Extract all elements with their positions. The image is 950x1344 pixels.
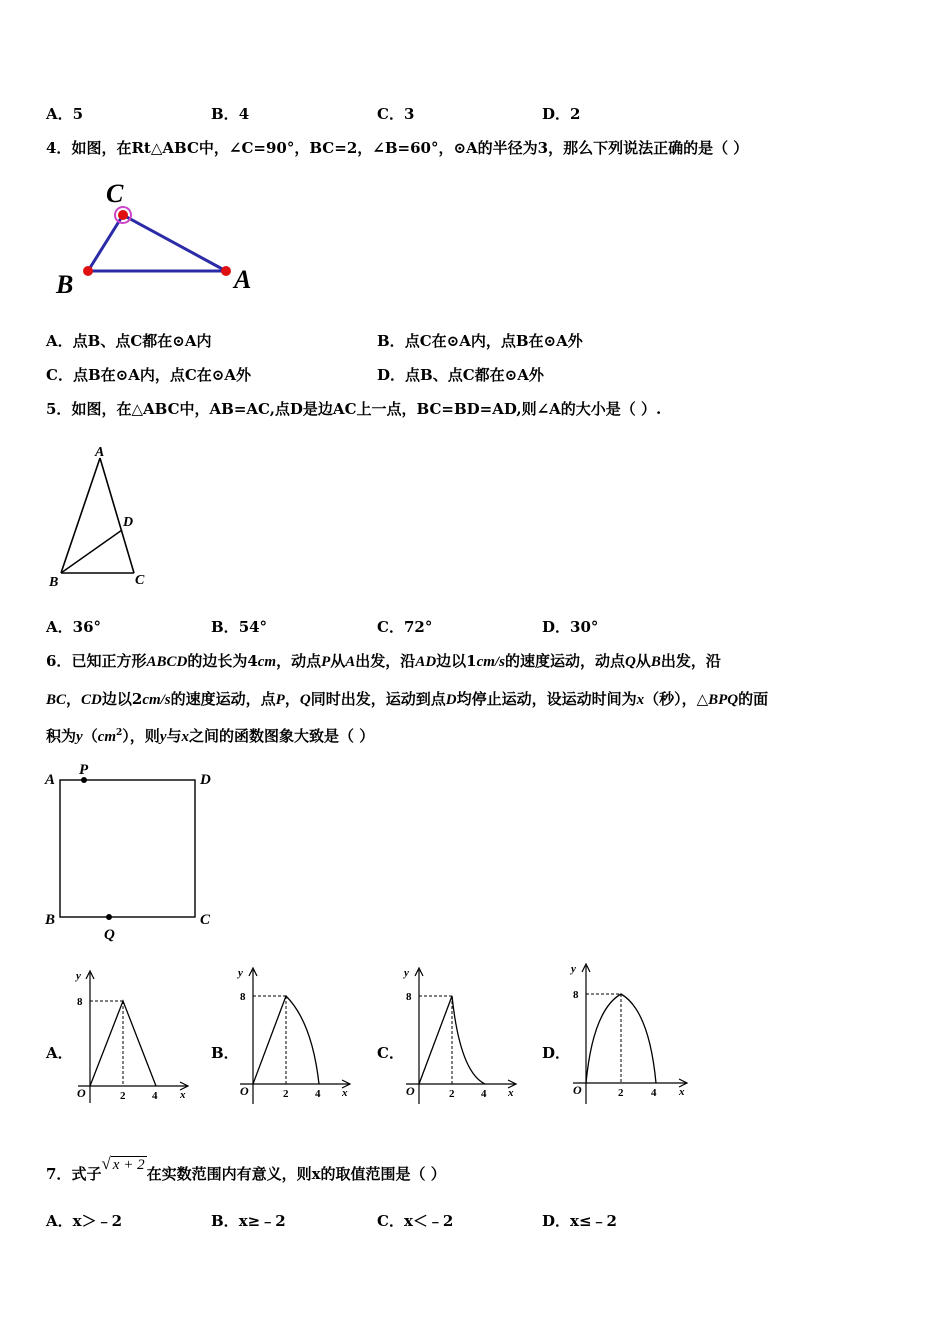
svg-text:8: 8 — [240, 991, 246, 1003]
q6-graph-a — [70, 965, 195, 1110]
q4-option-d: D．点B、点C都在⊙A外 — [377, 366, 544, 384]
svg-text:2: 2 — [120, 1090, 126, 1102]
q6-sq-label-d: D — [200, 772, 211, 788]
q6-sq-label-p: P — [79, 762, 89, 778]
q5-option-b: B．54° — [211, 618, 268, 636]
svg-text:8: 8 — [77, 996, 83, 1008]
q4-option-a: A．点B、点C都在⊙A内 — [46, 332, 212, 350]
svg-text:O: O — [77, 1086, 86, 1100]
svg-text:x: x — [180, 1089, 186, 1101]
q6-option-d: D． — [542, 1044, 571, 1062]
svg-text:4: 4 — [315, 1088, 321, 1100]
svg-text:8: 8 — [406, 991, 412, 1003]
q6-sq-label-q: Q — [104, 927, 115, 943]
q6-stem-line1: 6．已知正方形ABCD的边长为4cm，动点P从A出发，沿AD边以1cm/s的速度运动，动点Q从B出发，沿 — [46, 652, 721, 670]
q6-graph-c — [398, 962, 523, 1107]
q6-square-figure — [40, 762, 230, 947]
q5-stem: 5．如图，在△ABC中，AB=AC,点D是边AC上一点，BC=BD=AD,则∠A的大小是（ ）. — [46, 400, 662, 418]
svg-text:2: 2 — [283, 1088, 289, 1100]
q5-triangle-figure — [44, 440, 164, 590]
svg-text:y: y — [238, 967, 243, 979]
q3-option-a: A．5 — [46, 105, 84, 123]
q3-option-c: C．3 — [377, 105, 415, 123]
svg-text:x: x — [679, 1086, 685, 1098]
q3-option-d: D．2 — [542, 105, 581, 123]
svg-text:4: 4 — [152, 1090, 158, 1102]
q3-option-b: B．4 — [211, 105, 250, 123]
q7-sqrt-expression: √ x + 2 — [101, 1154, 145, 1173]
svg-text:4: 4 — [481, 1088, 487, 1100]
q4-stem: 4．如图，在Rt△ABC中，∠C=90°，BC=2，∠B=60°，⊙A的半径为3，那么下列说法正确的是（ ） — [46, 139, 749, 157]
q6-stem-line2: BC，CD边以2cm/s的速度运动，点P，Q同时出发，运动到点D均停止运动，设运动时间为x（秒），△BPQ的面 — [46, 690, 769, 708]
q4-label-a: A — [234, 265, 252, 294]
svg-text:4: 4 — [651, 1087, 657, 1099]
q7-option-a: A．x＞﹣2 — [46, 1212, 123, 1230]
svg-text:8: 8 — [573, 989, 579, 1001]
q4-label-c: C — [106, 179, 124, 208]
q7-option-d: D．x≤﹣2 — [542, 1212, 617, 1230]
q4-triangle-figure — [50, 178, 260, 298]
q5-label-b: B — [49, 575, 59, 590]
q6-stem-line3: 积为$y(cm^2)$，则y与x之间的函数图象大致是（ ） — [46, 727, 375, 745]
svg-text:O: O — [406, 1084, 415, 1098]
svg-text:y: y — [76, 970, 81, 982]
q5-option-a: A．36° — [46, 618, 102, 636]
q5-label-a: A — [95, 445, 105, 460]
svg-text:O: O — [240, 1084, 249, 1098]
q6-option-c: C． — [377, 1044, 404, 1062]
q6-option-b: B． — [211, 1044, 239, 1062]
q6-graph-b — [232, 962, 357, 1107]
q5-label-c: C — [135, 573, 145, 588]
q6-sq-label-b: B — [45, 912, 56, 928]
q6-sq-label-a: A — [45, 772, 56, 788]
q5-label-d: D — [123, 515, 134, 530]
svg-text:O: O — [573, 1083, 582, 1097]
svg-text:2: 2 — [449, 1088, 455, 1100]
q7-option-c: C．x＜﹣2 — [377, 1212, 454, 1230]
q7-stem: 7．式子√ x + 2 在实数范围内有意义，则x的取值范围是（ ） — [46, 1154, 446, 1183]
svg-text:x: x — [508, 1087, 514, 1099]
q6-sq-label-c: C — [200, 912, 211, 928]
svg-text:y: y — [404, 967, 409, 979]
q7-option-b: B．x≥﹣2 — [211, 1212, 286, 1230]
q5-option-d: D．30° — [542, 618, 599, 636]
svg-text:2: 2 — [618, 1087, 624, 1099]
q4-label-b: B — [56, 270, 74, 298]
svg-text:y: y — [571, 963, 576, 975]
q4-option-b: B．点C在⊙A内，点B在⊙A外 — [377, 332, 583, 350]
q4-option-c: C．点B在⊙A内，点C在⊙A外 — [46, 366, 251, 384]
q6-graph-d — [565, 958, 695, 1106]
q5-option-c: C．72° — [377, 618, 433, 636]
q6-option-a: A． — [46, 1044, 73, 1062]
svg-text:x: x — [342, 1087, 348, 1099]
